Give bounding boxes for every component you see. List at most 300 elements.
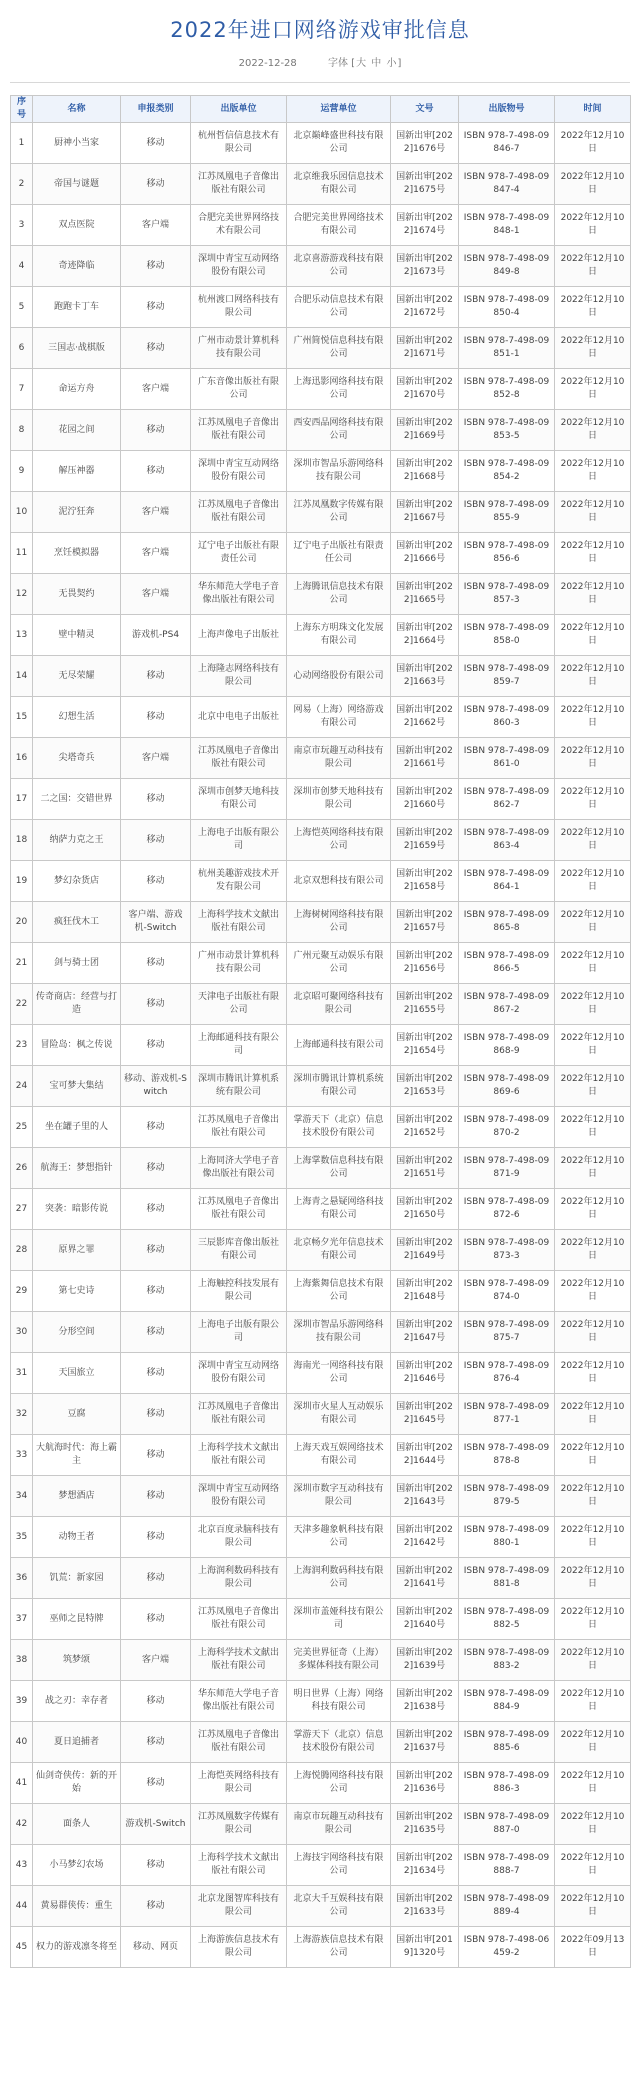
- cell-publisher: 上海触控科技发展有限公司: [191, 1271, 287, 1312]
- cell-index: 17: [11, 779, 33, 820]
- cell-publisher: 上海隆志网络科技有限公司: [191, 656, 287, 697]
- cell-date: 2022年12月10日: [555, 451, 631, 492]
- table-row: [11, 1476, 631, 1517]
- cell-publisher: 上海同济大学电子音像出版社有限公司: [191, 1148, 287, 1189]
- cell-index: 11: [11, 533, 33, 574]
- cell-approval-no: 国新出审[2022]1649号: [391, 1230, 459, 1271]
- cell-game-name: 壁中精灵: [33, 615, 121, 656]
- cell-date: 2022年12月10日: [555, 1763, 631, 1804]
- font-small-button[interactable]: 小: [386, 58, 397, 69]
- cell-approval-no: 国新出审[2022]1670号: [391, 369, 459, 410]
- cell-date: 2022年12月10日: [555, 164, 631, 205]
- cell-index: 32: [11, 1394, 33, 1435]
- cell-publisher: 华东师范大学电子音像出版社有限公司: [191, 1681, 287, 1722]
- cell-category: 移动: [121, 164, 191, 205]
- font-bracket-close: ]: [397, 58, 402, 69]
- cell-publisher: 北京龙图智库科技有限公司: [191, 1886, 287, 1927]
- cell-operator: 掌游天下（北京）信息技术股份有限公司: [287, 1107, 391, 1148]
- table-row: [11, 205, 631, 246]
- cell-game-name: 泥泞狂奔: [33, 492, 121, 533]
- cell-approval-no: 国新出审[2022]1667号: [391, 492, 459, 533]
- cell-isbn: ISBN 978-7-498-09868-9: [459, 1025, 555, 1066]
- cell-category: 移动: [121, 1107, 191, 1148]
- cell-approval-no: 国新出审[2022]1671号: [391, 328, 459, 369]
- cell-publisher: 深圳市创梦天地科技有限公司: [191, 779, 287, 820]
- cell-index: 21: [11, 943, 33, 984]
- cell-date: 2022年12月10日: [555, 656, 631, 697]
- cell-game-name: 花园之间: [33, 410, 121, 451]
- cell-game-name: 饥荒：新家园: [33, 1558, 121, 1599]
- cell-game-name: 解压神器: [33, 451, 121, 492]
- cell-category: 移动、网页: [121, 1927, 191, 1968]
- cell-isbn: ISBN 978-7-498-09866-5: [459, 943, 555, 984]
- cell-isbn: ISBN 978-7-498-09864-1: [459, 861, 555, 902]
- cell-approval-no: 国新出审[2022]1672号: [391, 287, 459, 328]
- cell-isbn: ISBN 978-7-498-09883-2: [459, 1640, 555, 1681]
- cell-date: 2022年12月10日: [555, 328, 631, 369]
- font-size-label: 字体: [327, 58, 348, 69]
- cell-game-name: 原界之罪: [33, 1230, 121, 1271]
- cell-operator: 网易（上海）网络游戏有限公司: [287, 697, 391, 738]
- table-row: [11, 861, 631, 902]
- cell-date: 2022年12月10日: [555, 1640, 631, 1681]
- cell-index: 14: [11, 656, 33, 697]
- cell-category: 移动: [121, 943, 191, 984]
- table-row: [11, 1394, 631, 1435]
- cell-approval-no: 国新出审[2022]1666号: [391, 533, 459, 574]
- cell-game-name: 仙剑奇侠传：新的开始: [33, 1763, 121, 1804]
- cell-operator: 心动网络股份有限公司: [287, 656, 391, 697]
- table-row: [11, 1804, 631, 1845]
- header-cell: 名称: [33, 96, 121, 123]
- cell-isbn: ISBN 978-7-498-06459-2: [459, 1927, 555, 1968]
- cell-operator: 上海迅影网络科技有限公司: [287, 369, 391, 410]
- cell-game-name: 宝可梦大集结: [33, 1066, 121, 1107]
- cell-category: 移动: [121, 123, 191, 164]
- cell-publisher: 上海邮通科技有限公司: [191, 1025, 287, 1066]
- cell-publisher: 杭州渡口网络科技有限公司: [191, 287, 287, 328]
- table-row: [11, 123, 631, 164]
- cell-approval-no: 国新出审[2022]1663号: [391, 656, 459, 697]
- cell-operator: 明日世界（上海）网络科技有限公司: [287, 1681, 391, 1722]
- cell-approval-no: 国新出审[2022]1650号: [391, 1189, 459, 1230]
- cell-game-name: 烹饪模拟器: [33, 533, 121, 574]
- divider: [10, 82, 630, 83]
- cell-approval-no: 国新出审[2022]1662号: [391, 697, 459, 738]
- header-cell: 运营单位: [287, 96, 391, 123]
- table-row: [11, 1435, 631, 1476]
- cell-game-name: 厨神小当家: [33, 123, 121, 164]
- cell-category: 移动: [121, 287, 191, 328]
- cell-index: 36: [11, 1558, 33, 1599]
- cell-game-name: 大航海时代：海上霸主: [33, 1435, 121, 1476]
- cell-index: 19: [11, 861, 33, 902]
- cell-index: 23: [11, 1025, 33, 1066]
- cell-isbn: ISBN 978-7-498-09878-8: [459, 1435, 555, 1476]
- cell-category: 移动: [121, 1230, 191, 1271]
- cell-index: 42: [11, 1804, 33, 1845]
- page-title: 2022年进口网络游戏审批信息: [170, 18, 470, 42]
- cell-date: 2022年12月10日: [555, 369, 631, 410]
- cell-publisher: 深圳中青宝互动网络股份有限公司: [191, 1353, 287, 1394]
- cell-category: 移动: [121, 1886, 191, 1927]
- cell-isbn: ISBN 978-7-498-09872-6: [459, 1189, 555, 1230]
- cell-game-name: 尖塔奇兵: [33, 738, 121, 779]
- cell-publisher: 辽宁电子出版社有限责任公司: [191, 533, 287, 574]
- cell-index: 18: [11, 820, 33, 861]
- cell-game-name: 三国志·战棋版: [33, 328, 121, 369]
- cell-game-name: 奇迹降临: [33, 246, 121, 287]
- table-row: [11, 1722, 631, 1763]
- cell-isbn: ISBN 978-7-498-09847-4: [459, 164, 555, 205]
- cell-isbn: ISBN 978-7-498-09888-7: [459, 1845, 555, 1886]
- cell-date: 2022年12月10日: [555, 1394, 631, 1435]
- cell-index: 24: [11, 1066, 33, 1107]
- cell-operator: 深圳市数字互动科技有限公司: [287, 1476, 391, 1517]
- cell-operator: 上海天戏互娱网络技术有限公司: [287, 1435, 391, 1476]
- cell-operator: 北京昭可聚网络科技有限公司: [287, 984, 391, 1025]
- cell-category: 移动: [121, 1312, 191, 1353]
- cell-category: 移动: [121, 1394, 191, 1435]
- cell-isbn: ISBN 978-7-498-09873-3: [459, 1230, 555, 1271]
- cell-index: 40: [11, 1722, 33, 1763]
- cell-date: 2022年12月10日: [555, 1025, 631, 1066]
- header-cell: 时间: [555, 96, 631, 123]
- cell-isbn: ISBN 978-7-498-09865-8: [459, 902, 555, 943]
- cell-operator: 掌游天下（北京）信息技术股份有限公司: [287, 1722, 391, 1763]
- cell-approval-no: 国新出审[2022]1637号: [391, 1722, 459, 1763]
- cell-index: 39: [11, 1681, 33, 1722]
- table-body: [11, 123, 631, 1968]
- table-row: [11, 246, 631, 287]
- cell-publisher: 深圳中青宝互动网络股份有限公司: [191, 451, 287, 492]
- cell-index: 10: [11, 492, 33, 533]
- cell-isbn: ISBN 978-7-498-09850-4: [459, 287, 555, 328]
- cell-approval-no: 国新出审[2022]1659号: [391, 820, 459, 861]
- cell-isbn: ISBN 978-7-498-09885-6: [459, 1722, 555, 1763]
- cell-category: 移动: [121, 656, 191, 697]
- cell-game-name: 分形空间: [33, 1312, 121, 1353]
- table-header-row: [11, 96, 631, 123]
- cell-game-name: 梦想酒店: [33, 1476, 121, 1517]
- cell-isbn: ISBN 978-7-498-09867-2: [459, 984, 555, 1025]
- cell-operator: 上海恺英网络科技有限公司: [287, 820, 391, 861]
- cell-category: 游戏机-PS4: [121, 615, 191, 656]
- cell-category: 移动: [121, 697, 191, 738]
- cell-approval-no: 国新出审[2022]1643号: [391, 1476, 459, 1517]
- table-row: [11, 164, 631, 205]
- cell-operator: 深圳市火星人互动娱乐有限公司: [287, 1394, 391, 1435]
- cell-publisher: 广州市动景计算机科技有限公司: [191, 943, 287, 984]
- cell-index: 13: [11, 615, 33, 656]
- cell-operator: 北京大千互娱科技有限公司: [287, 1886, 391, 1927]
- table-row: [11, 369, 631, 410]
- cell-index: 4: [11, 246, 33, 287]
- cell-index: 7: [11, 369, 33, 410]
- table-row: [11, 328, 631, 369]
- cell-category: 移动: [121, 410, 191, 451]
- cell-category: 移动: [121, 1435, 191, 1476]
- table-row: [11, 1066, 631, 1107]
- cell-isbn: ISBN 978-7-498-09863-4: [459, 820, 555, 861]
- cell-game-name: 权力的游戏凛冬将至: [33, 1927, 121, 1968]
- cell-index: 45: [11, 1927, 33, 1968]
- cell-approval-no: 国新出审[2022]1647号: [391, 1312, 459, 1353]
- cell-operator: 北京维我乐园信息技术有限公司: [287, 164, 391, 205]
- cell-index: 33: [11, 1435, 33, 1476]
- cell-date: 2022年12月10日: [555, 1066, 631, 1107]
- table-row: [11, 533, 631, 574]
- cell-approval-no: 国新出审[2022]1642号: [391, 1517, 459, 1558]
- cell-category: 移动: [121, 1476, 191, 1517]
- cell-approval-no: 国新出审[2022]1634号: [391, 1845, 459, 1886]
- font-large-button[interactable]: 大: [356, 58, 367, 69]
- table-row: [11, 1640, 631, 1681]
- cell-date: 2022年12月10日: [555, 1476, 631, 1517]
- cell-date: 2022年12月10日: [555, 1312, 631, 1353]
- cell-approval-no: 国新出审[2022]1633号: [391, 1886, 459, 1927]
- cell-date: 2022年09月13日: [555, 1927, 631, 1968]
- cell-approval-no: 国新出审[2022]1641号: [391, 1558, 459, 1599]
- font-medium-button[interactable]: 中: [371, 58, 382, 69]
- header-cell: 出版单位: [191, 96, 287, 123]
- cell-publisher: 江苏凤凰电子音像出版社有限公司: [191, 1599, 287, 1640]
- cell-operator: 深圳市创梦天地科技有限公司: [287, 779, 391, 820]
- cell-operator: 南京市玩趣互动科技有限公司: [287, 1804, 391, 1845]
- cell-category: 移动: [121, 820, 191, 861]
- cell-isbn: ISBN 978-7-498-09880-1: [459, 1517, 555, 1558]
- cell-operator: 深圳市腾讯计算机系统有限公司: [287, 1066, 391, 1107]
- cell-date: 2022年12月10日: [555, 615, 631, 656]
- cell-date: 2022年12月10日: [555, 1353, 631, 1394]
- cell-approval-no: 国新出审[2022]1668号: [391, 451, 459, 492]
- cell-index: 26: [11, 1148, 33, 1189]
- cell-isbn: ISBN 978-7-498-09870-2: [459, 1107, 555, 1148]
- cell-publisher: 上海声像电子出版社: [191, 615, 287, 656]
- cell-operator: 海南光一网络科技有限公司: [287, 1353, 391, 1394]
- table-row: [11, 1230, 631, 1271]
- cell-publisher: 上海科学技术文献出版社有限公司: [191, 1640, 287, 1681]
- cell-category: 客户端: [121, 738, 191, 779]
- cell-isbn: ISBN 978-7-498-09858-0: [459, 615, 555, 656]
- table-row: [11, 492, 631, 533]
- cell-approval-no: 国新出审[2022]1664号: [391, 615, 459, 656]
- cell-isbn: ISBN 978-7-498-09877-1: [459, 1394, 555, 1435]
- cell-operator: 江苏凤凰数字传媒有限公司: [287, 492, 391, 533]
- cell-publisher: 合肥完美世界网络技术有限公司: [191, 205, 287, 246]
- table-row: [11, 902, 631, 943]
- cell-approval-no: 国新出审[2022]1660号: [391, 779, 459, 820]
- cell-category: 移动: [121, 246, 191, 287]
- table-row: [11, 943, 631, 984]
- cell-date: 2022年12月10日: [555, 410, 631, 451]
- table-row: [11, 1025, 631, 1066]
- cell-date: 2022年12月10日: [555, 1435, 631, 1476]
- cell-isbn: ISBN 978-7-498-09874-0: [459, 1271, 555, 1312]
- cell-approval-no: 国新出审[2022]1656号: [391, 943, 459, 984]
- header-cell: 申报类别: [121, 96, 191, 123]
- cell-game-name: 纳萨力克之王: [33, 820, 121, 861]
- cell-publisher: 深圳中青宝互动网络股份有限公司: [191, 1476, 287, 1517]
- table-row: [11, 615, 631, 656]
- cell-game-name: 双点医院: [33, 205, 121, 246]
- cell-approval-no: 国新出审[2022]1654号: [391, 1025, 459, 1066]
- cell-publisher: 北京中电电子出版社: [191, 697, 287, 738]
- table-row: [11, 1271, 631, 1312]
- cell-index: 1: [11, 123, 33, 164]
- cell-isbn: ISBN 978-7-498-09887-0: [459, 1804, 555, 1845]
- cell-category: 移动: [121, 451, 191, 492]
- cell-operator: 北京巅峰盛世科技有限公司: [287, 123, 391, 164]
- cell-category: 移动: [121, 1845, 191, 1886]
- cell-operator: 上海邮通科技有限公司: [287, 1025, 391, 1066]
- cell-date: 2022年12月10日: [555, 205, 631, 246]
- table-row: [11, 1189, 631, 1230]
- article-meta: [0, 55, 640, 73]
- cell-isbn: ISBN 978-7-498-09876-4: [459, 1353, 555, 1394]
- cell-index: 12: [11, 574, 33, 615]
- cell-approval-no: 国新出审[2022]1640号: [391, 1599, 459, 1640]
- cell-approval-no: 国新出审[2022]1646号: [391, 1353, 459, 1394]
- cell-publisher: 上海游族信息技术有限公司: [191, 1927, 287, 1968]
- cell-date: 2022年12月10日: [555, 1107, 631, 1148]
- header-cell: 出版物号: [459, 96, 555, 123]
- cell-publisher: 江苏凤凰电子音像出版社有限公司: [191, 492, 287, 533]
- cell-publisher: 广州市动景计算机科技有限公司: [191, 328, 287, 369]
- cell-date: 2022年12月10日: [555, 1271, 631, 1312]
- cell-publisher: 三辰影库音像出版社有限公司: [191, 1230, 287, 1271]
- table-row: [11, 287, 631, 328]
- cell-operator: 深圳市盖娅科技有限公司: [287, 1599, 391, 1640]
- cell-category: 移动: [121, 1681, 191, 1722]
- cell-date: 2022年12月10日: [555, 287, 631, 328]
- cell-date: 2022年12月10日: [555, 902, 631, 943]
- cell-category: 移动、游戏机-Switch: [121, 1066, 191, 1107]
- cell-date: 2022年12月10日: [555, 1517, 631, 1558]
- cell-publisher: 上海恺英网络科技有限公司: [191, 1763, 287, 1804]
- cell-date: 2022年12月10日: [555, 1681, 631, 1722]
- cell-operator: 辽宁电子出版社有限责任公司: [287, 533, 391, 574]
- cell-index: 3: [11, 205, 33, 246]
- cell-game-name: 坐在罐子里的人: [33, 1107, 121, 1148]
- cell-operator: 北京喜游游戏科技有限公司: [287, 246, 391, 287]
- cell-category: 移动: [121, 1189, 191, 1230]
- cell-isbn: ISBN 978-7-498-09869-6: [459, 1066, 555, 1107]
- cell-operator: 上海树树网络科技有限公司: [287, 902, 391, 943]
- cell-publisher: 杭州美趣游戏技术开发有限公司: [191, 861, 287, 902]
- cell-publisher: 深圳中青宝互动网络股份有限公司: [191, 246, 287, 287]
- header-cell: 文号: [391, 96, 459, 123]
- cell-game-name: 筑梦颂: [33, 1640, 121, 1681]
- table-row: [11, 697, 631, 738]
- cell-approval-no: 国新出审[2022]1639号: [391, 1640, 459, 1681]
- cell-category: 移动: [121, 1517, 191, 1558]
- cell-isbn: ISBN 978-7-498-09875-7: [459, 1312, 555, 1353]
- cell-index: 15: [11, 697, 33, 738]
- cell-approval-no: 国新出审[2022]1655号: [391, 984, 459, 1025]
- cell-date: 2022年12月10日: [555, 1189, 631, 1230]
- cell-isbn: ISBN 978-7-498-09860-3: [459, 697, 555, 738]
- cell-category: 移动: [121, 1763, 191, 1804]
- cell-operator: 深圳市智品乐游网络科技有限公司: [287, 1312, 391, 1353]
- cell-operator: 广州元聚互动娱乐有限公司: [287, 943, 391, 984]
- cell-date: 2022年12月10日: [555, 1558, 631, 1599]
- cell-game-name: 无尽荣耀: [33, 656, 121, 697]
- cell-date: 2022年12月10日: [555, 1845, 631, 1886]
- cell-isbn: ISBN 978-7-498-09882-5: [459, 1599, 555, 1640]
- cell-game-name: 豆腐: [33, 1394, 121, 1435]
- cell-index: 41: [11, 1763, 33, 1804]
- cell-game-name: 二之国：交错世界: [33, 779, 121, 820]
- cell-publisher: 杭州哲信信息技术有限公司: [191, 123, 287, 164]
- cell-category: 移动: [121, 779, 191, 820]
- cell-publisher: 天津电子出版社有限公司: [191, 984, 287, 1025]
- approval-table: [10, 95, 631, 1968]
- cell-approval-no: 国新出审[2022]1675号: [391, 164, 459, 205]
- cell-date: 2022年12月10日: [555, 1230, 631, 1271]
- cell-operator: 上海紫舞信息技术有限公司: [287, 1271, 391, 1312]
- cell-approval-no: 国新出审[2022]1645号: [391, 1394, 459, 1435]
- cell-index: 35: [11, 1517, 33, 1558]
- cell-index: 34: [11, 1476, 33, 1517]
- cell-approval-no: 国新出审[2022]1658号: [391, 861, 459, 902]
- cell-publisher: 江苏凤凰电子音像出版社有限公司: [191, 1107, 287, 1148]
- table-row: [11, 1312, 631, 1353]
- cell-isbn: ISBN 978-7-498-09889-4: [459, 1886, 555, 1927]
- cell-publisher: 上海电子出版有限公司: [191, 820, 287, 861]
- cell-game-name: 夏日追捕者: [33, 1722, 121, 1763]
- cell-publisher: 上海电子出版有限公司: [191, 1312, 287, 1353]
- table-row: [11, 574, 631, 615]
- cell-index: 38: [11, 1640, 33, 1681]
- cell-date: 2022年12月10日: [555, 123, 631, 164]
- cell-date: 2022年12月10日: [555, 1599, 631, 1640]
- table-row: [11, 410, 631, 451]
- table-row: [11, 984, 631, 1025]
- cell-category: 游戏机-Switch: [121, 1804, 191, 1845]
- cell-operator: 广州简悦信息科技有限公司: [287, 328, 391, 369]
- cell-isbn: ISBN 978-7-498-09853-5: [459, 410, 555, 451]
- cell-date: 2022年12月10日: [555, 1886, 631, 1927]
- cell-category: 移动: [121, 1722, 191, 1763]
- cell-operator: 北京双想科技有限公司: [287, 861, 391, 902]
- cell-index: 6: [11, 328, 33, 369]
- cell-approval-no: 国新出审[2022]1638号: [391, 1681, 459, 1722]
- cell-index: 8: [11, 410, 33, 451]
- cell-approval-no: 国新出审[2022]1636号: [391, 1763, 459, 1804]
- cell-date: 2022年12月10日: [555, 779, 631, 820]
- cell-operator: 合肥乐动信息技术有限公司: [287, 287, 391, 328]
- cell-operator: 上海技宇网络科技有限公司: [287, 1845, 391, 1886]
- cell-game-name: 冒险岛：枫之传说: [33, 1025, 121, 1066]
- publish-date: 2022-12-28: [238, 58, 297, 69]
- cell-publisher: 江苏凤凰电子音像出版社有限公司: [191, 738, 287, 779]
- cell-operator: 南京市玩趣互动科技有限公司: [287, 738, 391, 779]
- table-row: [11, 1599, 631, 1640]
- cell-index: 2: [11, 164, 33, 205]
- cell-date: 2022年12月10日: [555, 1148, 631, 1189]
- table-row: [11, 1517, 631, 1558]
- cell-game-name: 战之刃：幸存者: [33, 1681, 121, 1722]
- cell-publisher: 广东音像出版社有限公司: [191, 369, 287, 410]
- table-row: [11, 1763, 631, 1804]
- cell-publisher: 江苏凤凰数字传媒有限公司: [191, 1804, 287, 1845]
- cell-operator: 天津多趣象帆科技有限公司: [287, 1517, 391, 1558]
- cell-approval-no: 国新出审[2022]1651号: [391, 1148, 459, 1189]
- cell-category: 客户端: [121, 574, 191, 615]
- cell-publisher: 上海科学技术文献出版社有限公司: [191, 1435, 287, 1476]
- cell-publisher: 江苏凤凰电子音像出版社有限公司: [191, 410, 287, 451]
